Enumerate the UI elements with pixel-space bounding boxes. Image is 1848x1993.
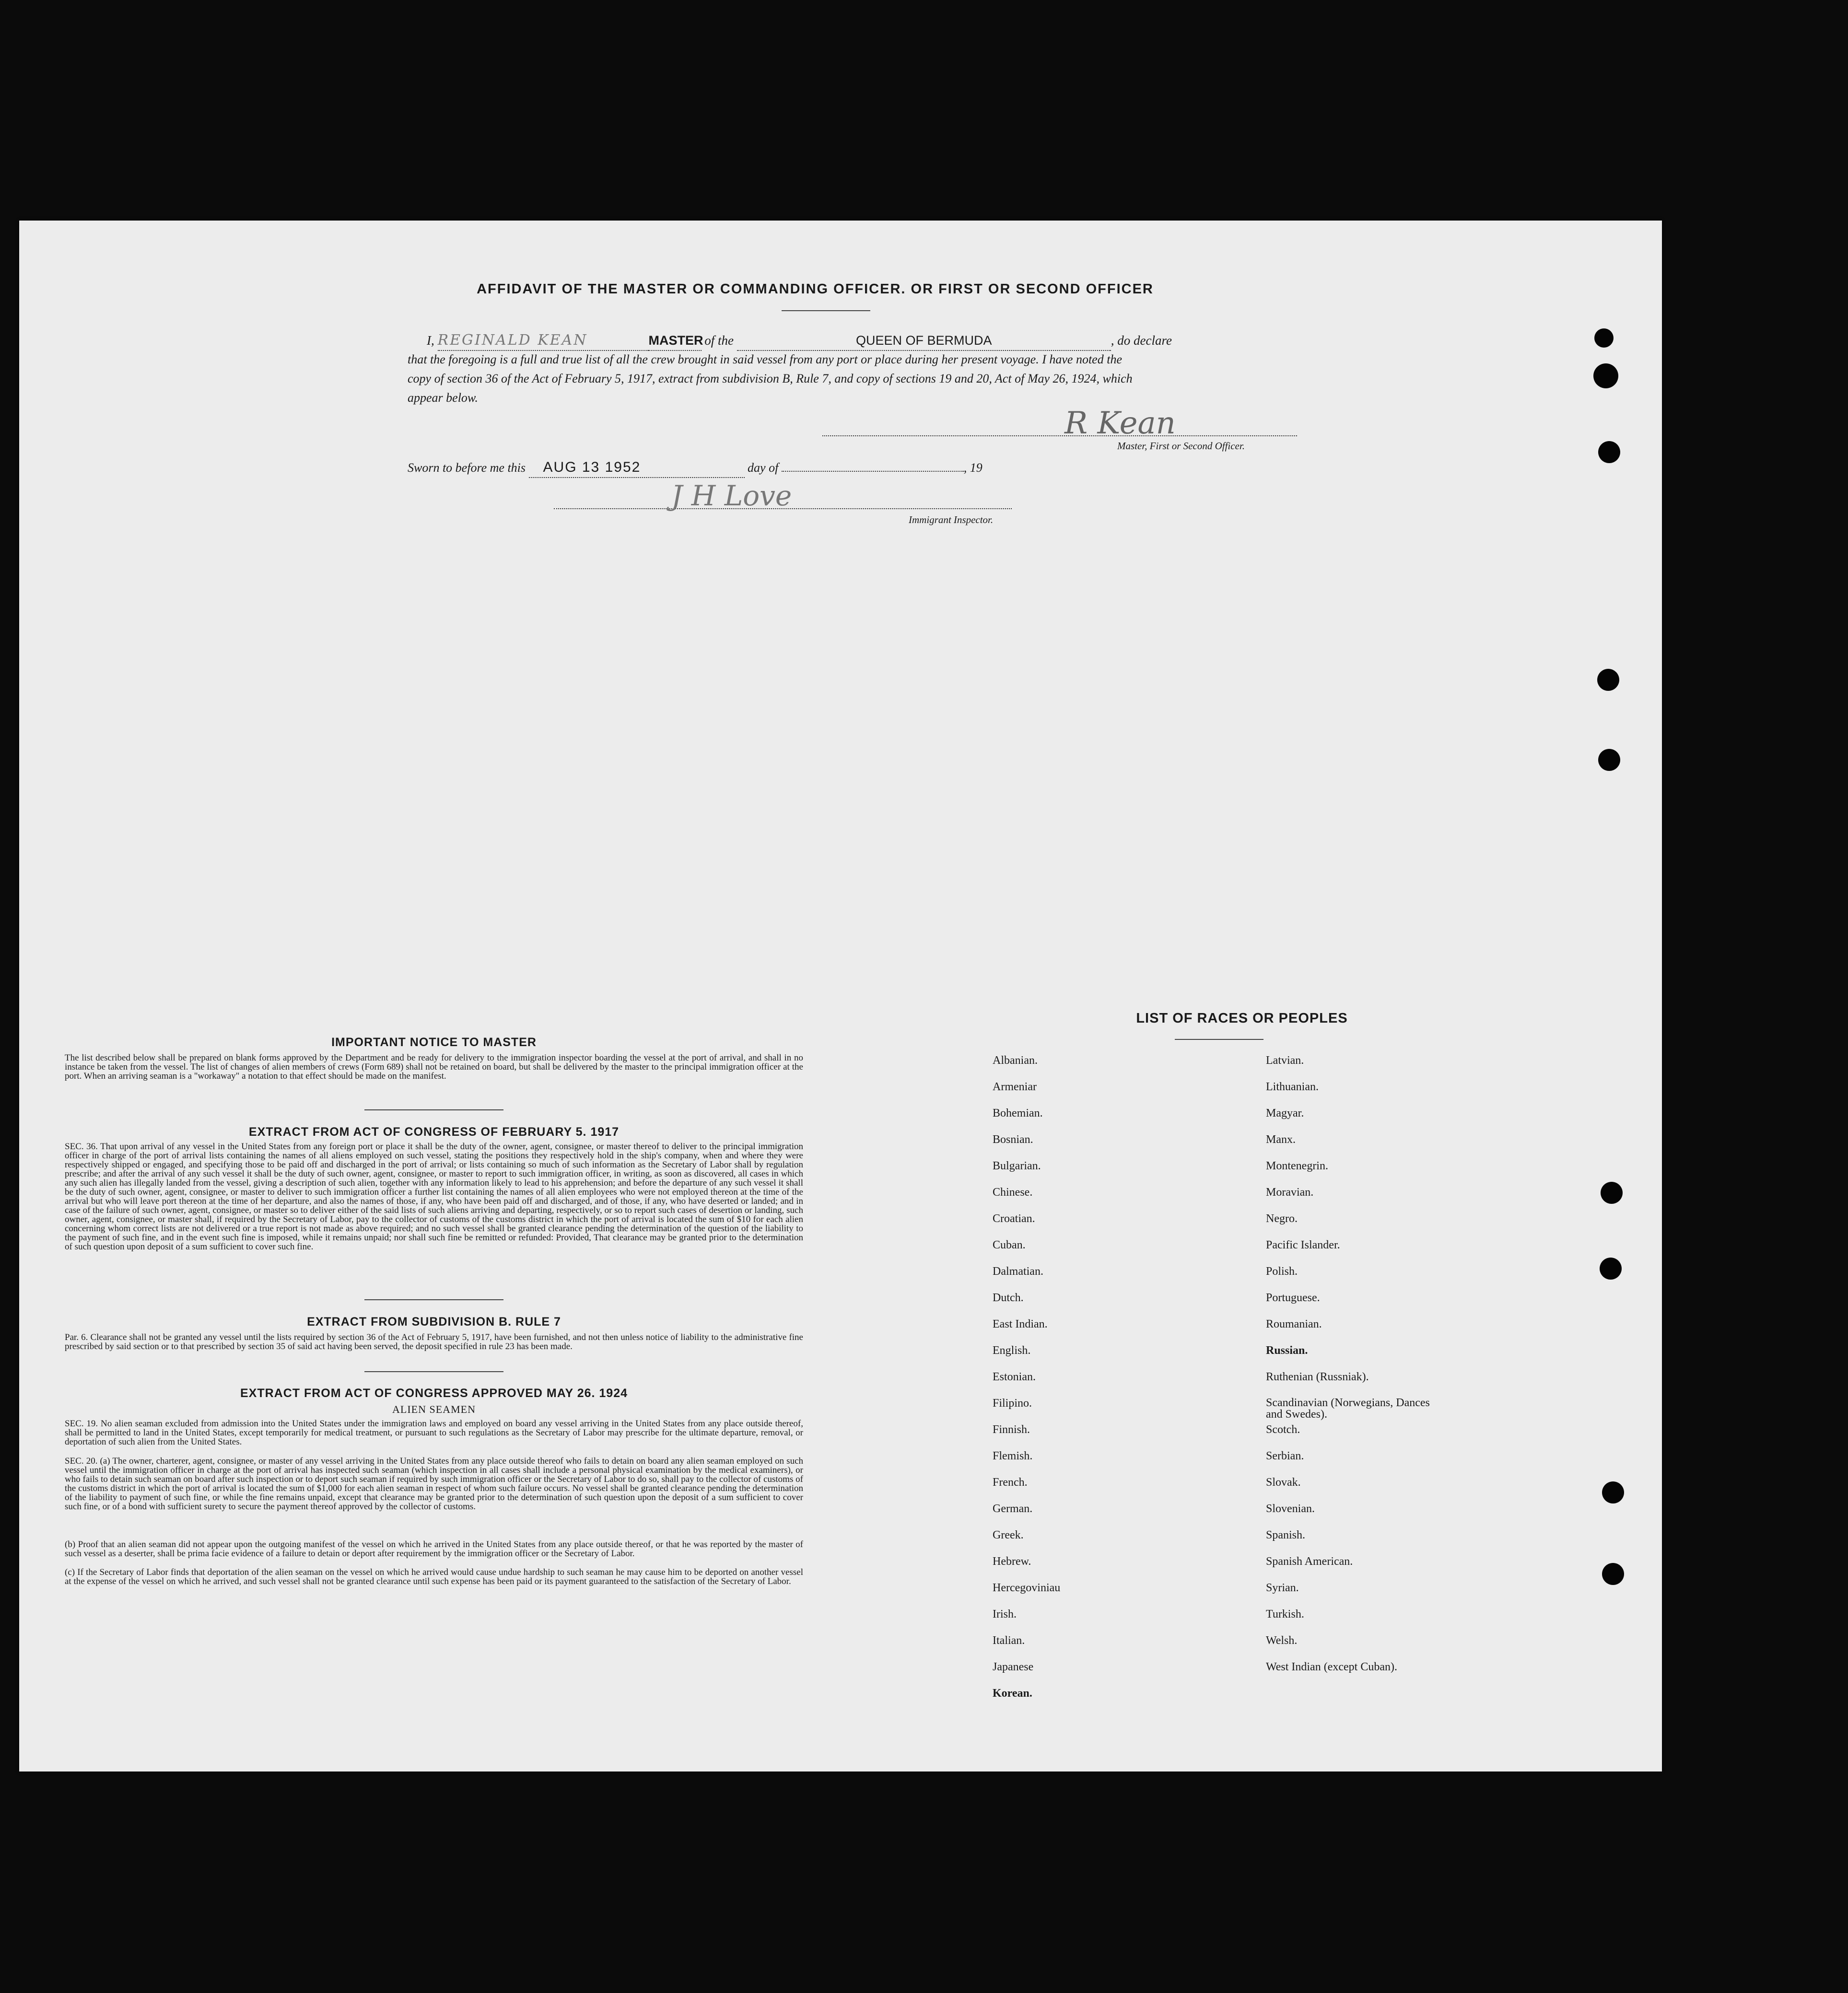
race-item: Dutch. — [993, 1292, 1024, 1304]
divider — [364, 1109, 503, 1110]
race-item: Korean. — [993, 1687, 1032, 1700]
race-item: Slovak. — [1266, 1476, 1301, 1489]
race-item: Portuguese. — [1266, 1292, 1320, 1304]
affidavit-body-line2: copy of section 36 of the Act of February 5, 1917, extract from subdivision B, Rule 7, and copy of sections 19 and 20, Act of May 26, 1924, which — [408, 372, 1133, 385]
race-item: Pacific Islander. — [1266, 1239, 1340, 1251]
punch-hole — [1602, 1563, 1624, 1585]
punch-hole — [1602, 1481, 1624, 1503]
race-item: Bosnian. — [993, 1133, 1033, 1146]
notice-title: IMPORTANT NOTICE TO MASTER — [331, 1036, 537, 1049]
extract-1917-text: SEC. 36. That upon arrival of any vessel in the United States from any foreign port or place it shall be the duty of the owner, agent, consignee, or master thereof to deliver to the principal immigration officer in charge of the port of arrival lists containing the names of all aliens employed on such vessel, stating the positions they respectively hold in the ship's company, when and where they were respectively shipped or engaged, and specifying those to be paid off and discharged in the port of arrival; or lists containing so much of such information as the Secretary of Labor shall by regulation prescribe; and after the arrival of any such vessel it shall be the duty of such owner, agent, consignee, or master to report to such immigration officer, in writing, as soon as discovered, all cases in which any such alien has illegally landed from the vessel, giving a description of such alien, together with any information likely to lead to his apprehension; and before the departure of any such vessel it shall be the duty of such owner, agent, consignee, or master to deliver to such immigration officer a further list containing the names of all alien employees who were not employed thereon at the time of the arrival but who will leave port thereon at the time of her departure, and also the names of those, if any, who have been paid off and discharged, and of those, if any, who have deserted or landed; and in case of the failure of such owner, agent, consignee, or master so to deliver either of the said lists of such aliens arriving and departing, respectively, or so to report such cases of desertion or landing, such owner, agent, consignee, or master shall, if required by the Secretary of Labor, pay to the collector of customs of the customs district in which the port of arrival is located the sum of $10 for each alien concerning whom correct lists are not delivered or a true report is not made as above required; and no such vessel shall be granted clearance pending the determination of the question of the liability to the payment of such fine, and in the event such fine is imposed, while it remains unpaid; nor shall such fine be remitted or refunded: Provided, That clearance may be granted prior to the determination of such question upon deposit of a sum sufficient to cover such fine. — [65, 1142, 803, 1252]
race-item: Albanian. — [993, 1054, 1038, 1067]
race-item: Russian. — [1266, 1344, 1308, 1357]
affidavit-declaration-line — [408, 331, 1319, 351]
race-item: Flemish. — [993, 1450, 1033, 1462]
master-signature-line — [822, 435, 1297, 436]
race-item: Spanish American. — [1266, 1555, 1353, 1568]
prefix-i: I, — [427, 333, 434, 348]
race-item: Cuban. — [993, 1239, 1026, 1251]
race-item: Turkish. — [1266, 1608, 1304, 1620]
race-item: Chinese. — [993, 1186, 1033, 1199]
race-item: Bohemian. — [993, 1107, 1043, 1119]
race-item: Magyar. — [1266, 1107, 1304, 1119]
race-item: Hercegoviniau — [993, 1582, 1061, 1594]
position-field: MASTER — [649, 331, 702, 351]
master-name-field: REGINALD KEAN — [438, 331, 649, 351]
divider — [364, 1371, 503, 1372]
extract-1924-sec20a: SEC. 20. (a) The owner, charterer, agent, consignee, or master of any vessel arriving in the United States from any place outside thereof who fails to detain on board any alien seaman employed on such vessel until the immigration officer in charge at the port of arrival has inspected such seaman (which inspection in all cases shall include a personal physical examination by the medical examiners), or who fails to detain such seaman on board after such inspection or to deport such seaman if required by such immigration officer or the Secretary of Labor to do so, shall pay to the collector of customs of the customs district in which the port of arrival is located the sum of $1,000 for each alien seaman in respect of whom such failure occurs. No vessel shall be granted clearance pending the determination of the liability to payment of such fine, or while the fine remains unpaid, except that clearance may be granted prior to the determination of such question upon the deposit of a sum sufficient to cover such fine, or of a bond with sufficient surety to secure the payment thereof approved by the collector of customs. — [65, 1456, 803, 1512]
race-item: East Indian. — [993, 1318, 1048, 1330]
race-item: Armeniar — [993, 1081, 1037, 1093]
race-item: Hebrew. — [993, 1555, 1031, 1568]
punch-hole — [1600, 1258, 1622, 1280]
races-title: LIST OF RACES OR PEOPLES — [1136, 1011, 1348, 1026]
do-declare-text: , do declare — [1111, 333, 1172, 348]
race-item: Welsh. — [1266, 1634, 1298, 1647]
race-item: Montenegrin. — [1266, 1160, 1328, 1172]
race-item: Ruthenian (Russniak). — [1266, 1371, 1369, 1383]
race-item: Lithuanian. — [1266, 1081, 1319, 1093]
race-item: Italian. — [993, 1634, 1025, 1647]
race-item: Filipino. — [993, 1397, 1032, 1410]
race-item: Roumanian. — [1266, 1318, 1322, 1330]
race-item: Croatian. — [993, 1212, 1035, 1225]
race-item: Dalmatian. — [993, 1265, 1043, 1278]
race-item: Irish. — [993, 1608, 1017, 1620]
affidavit-title: AFFIDAVIT OF THE MASTER OR COMMANDING OFFICER. OR FIRST OR SECOND OFFICER — [477, 281, 1154, 297]
extract-1924-sec20b: (b) Proof that an alien seaman did not appear upon the outgoing manifest of the vessel on which he arrived in the United States from any place outside thereof, or that he was reported by the master of such vessel as a deserter, shall be prima facie evidence of a failure to detain or deport after requirement by the immigration officer or the Secretary of Labor. — [65, 1539, 803, 1559]
sworn-prefix: Sworn to before me this — [408, 461, 526, 475]
race-item: Scotch. — [1266, 1423, 1300, 1436]
race-item: Slovenian. — [1266, 1503, 1315, 1515]
extract-1924-sec20c: (c) If the Secretary of Labor finds that deportation of the alien seaman on the vessel on which he arrived would cause undue hardship to such seaman he may cause him to be deported on another vessel at the expense of the vessel on which he arrived, and such vessel shall not be granted clearance until such expense has been paid or its payment guaranteed to the satisfaction of the Secretary of Labor. — [65, 1567, 803, 1586]
document-page — [19, 221, 1662, 1772]
extract-1917-title: EXTRACT FROM ACT OF CONGRESS OF FEBRUARY 5. 1917 — [248, 1125, 620, 1139]
divider — [1175, 1039, 1263, 1040]
sworn-line — [408, 458, 1079, 478]
race-item: French. — [993, 1476, 1028, 1489]
race-item: Greek. — [993, 1529, 1024, 1541]
month-field — [782, 471, 964, 472]
punch-hole — [1598, 441, 1620, 463]
inspector-signature: J H Love — [671, 479, 792, 512]
race-item: Spanish. — [1266, 1529, 1306, 1541]
punch-hole — [1593, 363, 1618, 388]
day-of-text: day of — [748, 461, 779, 475]
race-item: Syrian. — [1266, 1582, 1299, 1594]
inspector-caption: Immigrant Inspector. — [909, 514, 994, 525]
vessel-name-field: QUEEN OF BERMUDA — [737, 331, 1111, 351]
divider — [364, 1299, 503, 1300]
affidavit-body-line1: that the foregoing is a full and true list of all the crew brought in said vessel from any port or place during her present voyage. I have noted the — [408, 352, 1122, 366]
race-item: Finnish. — [993, 1423, 1030, 1436]
race-item: Serbian. — [1266, 1450, 1304, 1462]
races-left-column — [993, 1048, 1060, 1707]
race-item: Polish. — [1266, 1265, 1298, 1278]
punch-hole — [1594, 328, 1614, 348]
year-prefix: , 19 — [963, 461, 982, 475]
races-right-column — [1266, 1048, 1448, 1680]
race-item: Moravian. — [1266, 1186, 1314, 1199]
race-item: English. — [993, 1344, 1031, 1357]
extract-1924-sec19: SEC. 19. No alien seaman excluded from admission into the United States under the immigration laws and employed on board any vessel arriving in the United States from any place outside thereof, shall be permitted to land in the United States, except temporarily for medical treatment, or pursuant to such regulations as the Secretary of Labor may prescribe for the ultimate departure, removal, or deportation of such alien from the United States. — [65, 1419, 803, 1447]
sworn-date-stamp: AUG 13 1952 — [529, 458, 745, 478]
race-item: Estonian. — [993, 1371, 1036, 1383]
race-item: Latvian. — [1266, 1054, 1304, 1067]
divider — [782, 310, 870, 311]
master-signature: R Kean — [1064, 406, 1176, 441]
race-item: West Indian (except Cuban). — [1266, 1661, 1397, 1673]
master-caption: Master, First or Second Officer. — [1117, 440, 1245, 452]
race-item: Manx. — [1266, 1133, 1296, 1146]
race-item: Negro. — [1266, 1212, 1298, 1225]
punch-hole — [1601, 1182, 1623, 1204]
race-item: German. — [993, 1503, 1033, 1515]
extract-1924-title: EXTRACT FROM ACT OF CONGRESS APPROVED MAY 26. 1924 — [240, 1387, 628, 1400]
punch-hole — [1597, 669, 1619, 691]
race-item: Japanese — [993, 1661, 1034, 1673]
race-item: Bulgarian. — [993, 1160, 1041, 1172]
of-the-text: of the — [704, 333, 734, 348]
punch-hole — [1598, 749, 1620, 771]
alien-seamen-subtitle: ALIEN SEAMEN — [392, 1403, 476, 1415]
race-item: Scandinavian (Norwegians, Dances and Swedes). — [1266, 1397, 1430, 1421]
extract-rule7-text: Par. 6. Clearance shall not be granted any vessel until the lists required by section 36 of the Act of February 5, 1917, have been furnished, and not then unless notice of liability to the administrative fine prescribed by said section or to that prescribed by section 35 of said act having been served, the deposit specified in rule 23 has been made. — [65, 1332, 803, 1352]
affidavit-body-line3: appear below. — [408, 391, 478, 405]
extract-rule7-title: EXTRACT FROM SUBDIVISION B. RULE 7 — [307, 1315, 561, 1329]
notice-text: The list described below shall be prepared on blank forms approved by the Department and be ready for delivery to the immigration inspector boarding the vessel at the port of arrival, and shall in no instance be taken from the vessel. The list of changes of alien members of crews (Form 689) shall not be retained on board, but shall be delivered by the master to the principal immigration officer at the port. When an arriving seaman is a "workaway" a notation to that effect should be made on the manifest. — [65, 1053, 803, 1081]
